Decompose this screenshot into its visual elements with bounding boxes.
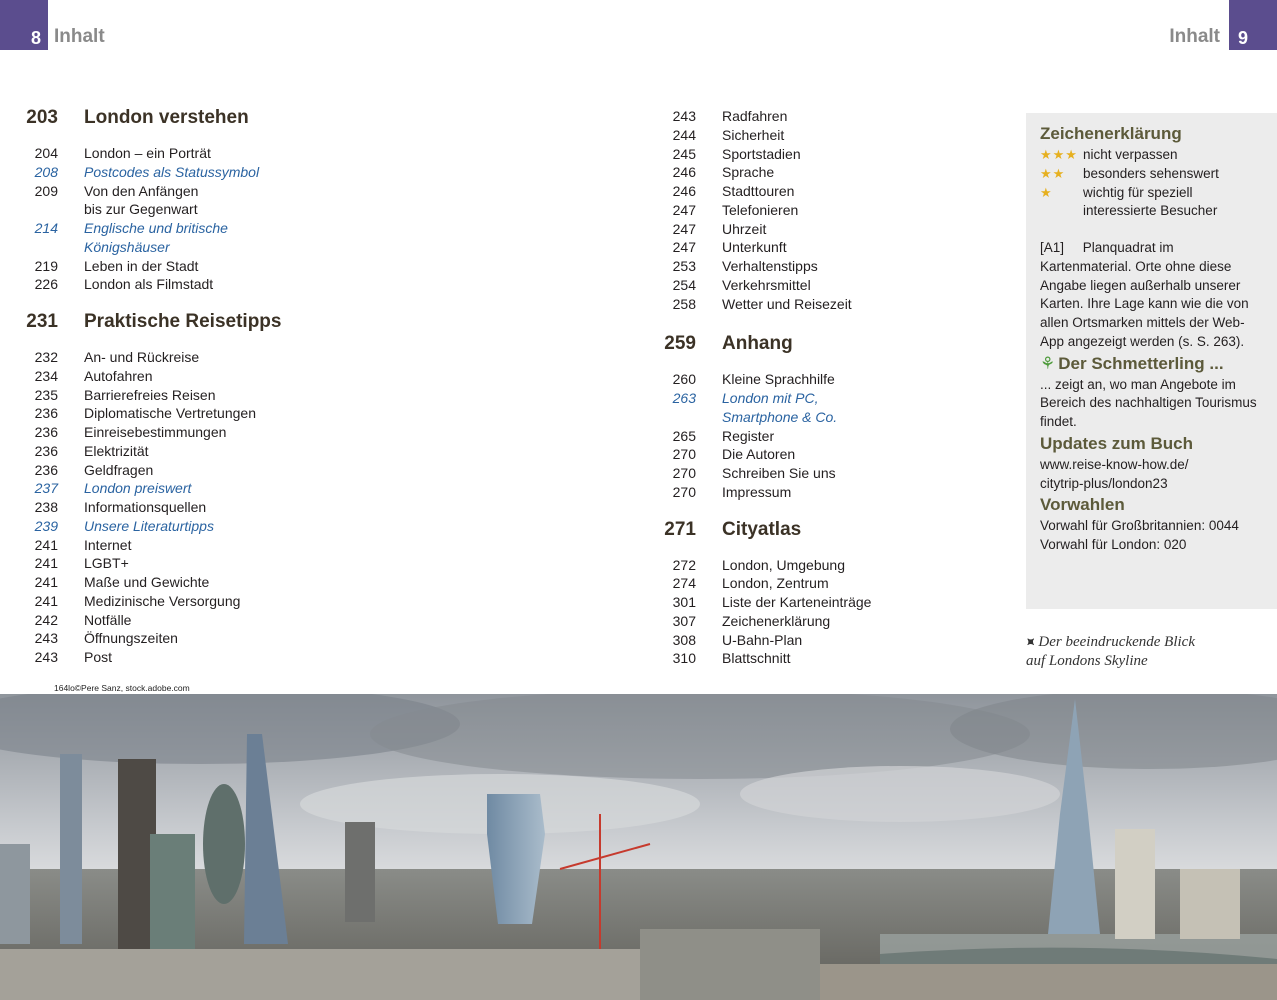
toc-entry-title: Sprache	[722, 164, 775, 181]
toc-entry-title: Zeichenerklärung	[722, 612, 831, 629]
toc-entry[interactable]	[638, 649, 871, 668]
legend-title: Zeichenerklärung	[1040, 124, 1182, 143]
toc-entry[interactable]	[0, 629, 281, 648]
toc-column-left	[0, 108, 281, 667]
toc-entry[interactable]	[638, 445, 871, 464]
toc-entry-title: Königshäuser	[84, 238, 170, 255]
toc-entry[interactable]	[638, 631, 871, 650]
toc-entry-title: Kleine Sprachhilfe	[722, 371, 835, 388]
toc-entry-title: Liste der Karteneinträge	[722, 594, 872, 610]
toc-entry[interactable]	[0, 536, 281, 555]
toc-section-heading	[0, 108, 281, 144]
toc-entry[interactable]	[0, 386, 281, 405]
toc-page-number: 236	[34, 442, 58, 459]
dial-code-london: Vorwahl für London: 020	[1040, 537, 1187, 552]
toc-entry-title: London preiswert	[84, 480, 192, 497]
toc-page-number: 234	[34, 367, 58, 384]
legend-row	[1040, 165, 1263, 184]
section-title: Anhang	[722, 333, 793, 355]
toc-entry-title: Internet	[84, 536, 132, 553]
toc-page-number: 263	[672, 390, 696, 406]
toc-page-number: 246	[672, 164, 696, 181]
toc-page-number: 246	[672, 183, 696, 199]
toc-entry[interactable]	[0, 498, 281, 517]
toc-entry[interactable]	[638, 201, 871, 220]
toc-page-number: 272	[672, 556, 696, 573]
toc-entry-title: Wetter und Reisezeit	[722, 295, 852, 312]
toc-page-number: 243	[672, 108, 696, 124]
toc-entry-title: Maße und Gewichte	[84, 574, 210, 590]
toc-entry-title: Radfahren	[722, 108, 788, 124]
toc-page-number	[0, 238, 58, 257]
toc-page-number: 242	[34, 611, 58, 628]
toc-entry[interactable]	[638, 220, 871, 239]
toc-page-number: 307	[672, 612, 696, 629]
toc-entry-title: Unsere Literaturtipps	[84, 517, 214, 534]
toc-entry-title: Informationsquellen	[84, 499, 207, 515]
toc-page-number: 265	[672, 427, 696, 444]
toc-page-number: 204	[34, 145, 58, 161]
toc-page-number: 236	[34, 461, 58, 478]
legend-text: wichtig für speziell	[1083, 184, 1193, 200]
legend-text: besonders sehenswert	[1083, 165, 1219, 181]
toc-section-heading	[638, 334, 871, 370]
legend-text: nicht verpassen	[1083, 147, 1178, 162]
legend-row	[1040, 184, 1263, 203]
toc-page-number: 310	[672, 650, 696, 667]
toc-entry[interactable]	[0, 144, 281, 163]
toc-entry-title: London, Zentrum	[722, 575, 829, 592]
toc-entry[interactable]	[0, 219, 281, 238]
toc-entry[interactable]	[638, 126, 871, 145]
toc-entry[interactable]	[0, 200, 281, 219]
toc-entry-title: Telefonieren	[722, 201, 799, 218]
toc-page-number: 270	[672, 446, 696, 463]
toc-entry[interactable]	[0, 461, 281, 480]
right-page-number: 9	[1229, 0, 1277, 50]
toc-entry[interactable]	[638, 182, 871, 201]
toc-entry-title: Verhaltenstipps	[722, 258, 818, 274]
toc-page-number: 270	[672, 483, 696, 500]
toc-page-number: 243	[34, 649, 58, 665]
toc-entry[interactable]	[638, 389, 871, 408]
toc-page-number: 274	[672, 575, 696, 592]
toc-page-number: 241	[34, 574, 58, 590]
toc-entry[interactable]	[0, 592, 281, 611]
butterfly-text: ... zeigt an, wo man Angebote im Bereich des nachhaltigen Tourismus findet.	[1040, 376, 1257, 429]
toc-entry[interactable]	[638, 257, 871, 276]
toc-page-number: 237	[34, 480, 58, 497]
toc-page-number: 236	[34, 424, 58, 440]
toc-page-number: 247	[672, 239, 696, 256]
toc-page-number: 219	[34, 257, 58, 274]
updates-link[interactable]: www.reise-know-how.de/	[1040, 456, 1189, 472]
toc-entry[interactable]	[0, 238, 281, 257]
toc-entry-title: Autofahren	[84, 367, 153, 384]
toc-entry[interactable]	[0, 275, 281, 294]
toc-entry-title: Diplomatische Vertretungen	[84, 405, 256, 422]
dial-code-uk: Vorwahl für Großbritannien: 0044	[1040, 518, 1239, 534]
two-stars-icon: ★★	[1040, 165, 1066, 181]
toc-entry-title: Geldfragen	[84, 461, 154, 478]
section-title: Praktische Reisetipps	[84, 311, 282, 332]
toc-entry-title: London als Filmstadt	[84, 276, 214, 293]
toc-entry[interactable]	[0, 611, 281, 630]
toc-page-number: 258	[672, 295, 696, 312]
section-title: Cityatlas	[722, 518, 802, 540]
toc-entry-title: Impressum	[722, 483, 792, 500]
toc-list	[0, 348, 281, 667]
toc-column-middle	[638, 107, 871, 668]
toc-section-heading	[0, 312, 281, 348]
toc-entry[interactable]	[0, 257, 281, 276]
caption-line: Der beeindruckende Blick	[1038, 634, 1195, 650]
toc-entry[interactable]	[638, 238, 871, 257]
toc-entry[interactable]	[638, 483, 871, 502]
toc-entry[interactable]	[0, 163, 281, 182]
toc-entry[interactable]	[0, 573, 281, 592]
toc-entry-title: Stadttouren	[722, 183, 795, 199]
toc-entry-title: Englische und britische	[84, 220, 228, 236]
toc-page-number: 301	[672, 594, 696, 610]
toc-entry-title: Barrierefreies Reisen	[84, 386, 216, 403]
toc-entry-title: Einreisebestimmungen	[84, 424, 227, 440]
toc-entry[interactable]	[0, 479, 281, 498]
toc-entry-title: London – ein Porträt	[84, 145, 211, 161]
toc-entry-title: bis zur Gegenwart	[84, 201, 198, 218]
toc-entry-title: Postcodes als Statussymbol	[84, 163, 260, 180]
toc-entry-title: Post	[84, 649, 113, 665]
toc-page-number: 245	[672, 145, 696, 162]
toc-entry[interactable]	[638, 593, 871, 612]
toc-entry[interactable]	[638, 295, 871, 314]
toc-list	[638, 370, 871, 501]
left-page-number: 8	[0, 0, 48, 50]
updates-title: Updates zum Buch	[1040, 433, 1194, 453]
toc-entry-title: Unterkunft	[722, 239, 787, 256]
london-skyline-photo	[0, 694, 1277, 1000]
right-running-title: Inhalt	[1169, 26, 1220, 47]
toc-entry-title: London mit PC,	[722, 390, 819, 406]
legend-text-continued: interessierte Besucher	[1083, 203, 1218, 219]
section-number: 231	[26, 311, 58, 332]
toc-entry[interactable]	[638, 276, 871, 295]
butterfly-heading	[1040, 352, 1263, 376]
toc-entry-title: Verkehrsmittel	[722, 276, 811, 293]
photo-pointer-icon: ⯍	[1026, 634, 1036, 649]
toc-entry[interactable]	[638, 612, 871, 631]
toc-entry[interactable]	[0, 367, 281, 386]
toc-entry-title: Register	[722, 427, 775, 444]
toc-entry-title: Von den Anfängen	[84, 182, 199, 199]
legend-row	[1040, 146, 1263, 165]
toc-page-number: 254	[672, 276, 696, 293]
legend-sidebar	[1026, 113, 1277, 609]
toc-entry-title: Sportstadien	[722, 145, 801, 162]
photo-caption	[1026, 632, 1276, 671]
toc-page-number: 253	[672, 258, 696, 274]
toc-entry-title: LGBT+	[84, 555, 129, 572]
toc-page-number	[638, 408, 696, 427]
toc-entry-title: Schreiben Sie uns	[722, 465, 836, 481]
three-stars-icon: ★★★	[1040, 147, 1078, 162]
toc-entry[interactable]	[638, 370, 871, 389]
toc-entry-title: Blattschnitt	[722, 650, 791, 667]
toc-entry[interactable]	[0, 423, 281, 442]
toc-page-number: 243	[34, 630, 58, 647]
toc-entry[interactable]	[638, 145, 871, 164]
grid-reference-note: [A1] Planquadrat im Kartenmaterial. Orte ohne diese Angabe liegen außerhalb unserer Karten. Ihre Lage kann wie die von allen Ortsmarken mittels der Web-App angezeigt werden (s. S. 263).	[1040, 240, 1253, 349]
toc-entry[interactable]	[638, 408, 871, 427]
toc-list	[0, 144, 281, 294]
toc-page-number	[0, 200, 58, 219]
section-number: 203	[26, 107, 58, 128]
toc-page-number: 241	[34, 555, 58, 572]
toc-entry-title: Uhrzeit	[722, 220, 767, 237]
toc-entry[interactable]	[0, 348, 281, 367]
section-number: 271	[664, 518, 696, 540]
toc-page-number: 235	[34, 386, 58, 403]
toc-page-number: 247	[672, 201, 696, 218]
toc-entry-title: Sicherheit	[722, 126, 785, 143]
toc-entry[interactable]	[638, 107, 871, 126]
toc-entry[interactable]	[0, 517, 281, 536]
toc-entry[interactable]	[0, 404, 281, 423]
toc-list	[638, 556, 871, 669]
toc-page-number: 247	[672, 220, 696, 237]
butterfly-title: Der Schmetterling ...	[1058, 353, 1224, 373]
toc-entry-title: London, Umgebung	[722, 556, 845, 573]
toc-page-number: 214	[34, 220, 58, 236]
toc-page-number: 238	[34, 499, 58, 515]
toc-page-number: 209	[34, 182, 58, 199]
toc-entry-title: Smartphone & Co.	[722, 408, 838, 425]
toc-entry-title: Öffnungszeiten	[84, 630, 178, 647]
toc-list	[638, 107, 871, 313]
butterfly-icon: ⚘	[1040, 353, 1056, 373]
toc-entry[interactable]	[638, 163, 871, 182]
toc-page-number: 241	[34, 592, 58, 609]
toc-entry-title: An- und Rückreise	[84, 349, 200, 365]
section-title: London verstehen	[84, 107, 249, 128]
section-number: 259	[664, 333, 696, 355]
toc-entry[interactable]	[638, 556, 871, 575]
toc-entry-title: Leben in der Stadt	[84, 257, 199, 274]
left-running-title: Inhalt	[54, 26, 105, 47]
toc-entry-title: Notfälle	[84, 611, 132, 628]
toc-entry[interactable]	[0, 182, 281, 201]
toc-page-number: 260	[672, 371, 696, 388]
toc-entry[interactable]	[638, 464, 871, 483]
toc-entry-title: Die Autoren	[722, 446, 796, 463]
caption-line: auf Londons Skyline	[1026, 653, 1148, 669]
toc-page-number: 236	[34, 405, 58, 422]
toc-page-number: 270	[672, 465, 696, 481]
toc-page-number: 226	[34, 276, 58, 293]
toc-section-heading	[638, 520, 871, 556]
photo-credit: 164lo©Pere Sanz, stock.adobe.com	[54, 683, 190, 693]
toc-entry[interactable]	[0, 648, 281, 667]
dial-title: Vorwahlen	[1040, 495, 1125, 515]
toc-page-number: 244	[672, 126, 696, 143]
toc-entry[interactable]	[0, 442, 281, 461]
toc-page-number: 241	[34, 536, 58, 553]
toc-entry[interactable]	[638, 427, 871, 446]
toc-entry-title: U-Bahn-Plan	[722, 631, 803, 648]
toc-page-number: 232	[34, 349, 58, 365]
toc-page-number: 239	[34, 517, 58, 534]
one-star-icon: ★	[1040, 184, 1053, 200]
toc-entry-title: Elektrizität	[84, 442, 149, 459]
toc-entry-title: Medizinische Versorgung	[84, 592, 241, 609]
toc-entry[interactable]	[638, 574, 871, 593]
updates-link-cont[interactable]: citytrip-plus/london23	[1040, 475, 1168, 491]
toc-page-number: 208	[34, 163, 58, 180]
toc-entry[interactable]	[0, 554, 281, 573]
toc-page-number: 308	[672, 631, 696, 648]
